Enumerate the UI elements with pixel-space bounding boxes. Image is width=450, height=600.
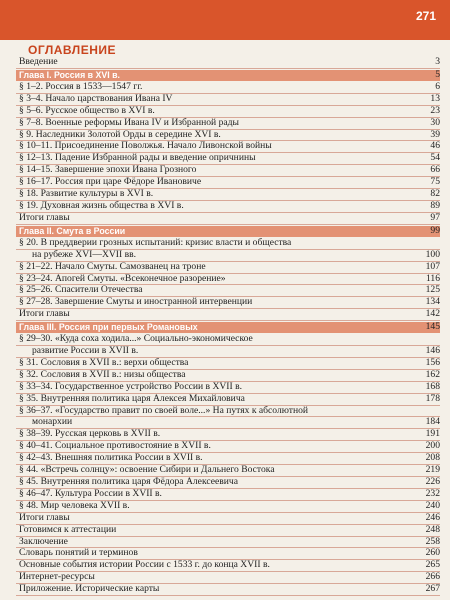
toc-entry — [16, 406, 440, 418]
toc-entry-page: 208 — [425, 452, 440, 464]
toc-entry — [16, 238, 440, 250]
toc-entry-page: 39 — [430, 128, 440, 140]
toc-entry-page: 168 — [425, 380, 440, 392]
toc-entry — [16, 250, 440, 262]
toc-entry-title: § 33–34. Государственное устройство России в XVII в. — [19, 380, 243, 392]
toc-entry-page: 191 — [425, 428, 440, 440]
toc-entry-title: Итоги главы — [19, 511, 70, 523]
toc-entry-page: 267 — [425, 583, 440, 595]
toc-entry-title: § 18. Развитие культуры в XVI в. — [19, 188, 154, 200]
toc-entry-title: Глава I. Россия в XVI в. — [19, 69, 120, 80]
toc-entry-page: 23 — [430, 104, 440, 116]
toc-heading: ОГЛАВЛЕНИЕ — [28, 43, 117, 57]
toc-entry-title: развитие России в XVII в. — [32, 345, 139, 357]
toc-entry-page: 125 — [425, 284, 440, 296]
toc-entry — [16, 297, 440, 309]
toc-entry-title: § 44. «Встречь солнцу»: освоение Сибири и Дальнего Востока — [19, 464, 275, 476]
toc-entry-page: 134 — [425, 296, 440, 308]
toc-entry-title: § 14–15. Завершение эпохи Ивана Грозного — [19, 164, 197, 176]
toc-entry-page: 219 — [425, 464, 440, 476]
toc-entry-title: Введение — [19, 56, 58, 67]
toc-entry-page: 248 — [425, 523, 440, 535]
toc-entry-title: Глава III. Россия при первых Романовых — [19, 322, 198, 333]
toc-entry-page: 266 — [425, 571, 440, 583]
toc-entry-page: 146 — [425, 345, 440, 357]
toc-entry — [16, 118, 440, 130]
toc-entry-page: 178 — [425, 392, 440, 404]
toc-entry-page: 82 — [430, 188, 440, 200]
toc-entry-page: 265 — [425, 559, 440, 571]
page-header-bar — [0, 0, 450, 40]
toc-entry-title: § 40–41. Социальное противостояние в XVII в. — [19, 440, 211, 452]
toc-entry — [16, 201, 440, 213]
toc-entry-title: § 46–47. Культура России в XVII в. — [19, 487, 162, 499]
toc-entry-title: Глава II. Смута в России — [19, 225, 126, 236]
toc-entry-title: Заключение — [19, 535, 68, 547]
toc-entry-title: § 27–28. Завершение Смуты и иностранной интервенции — [19, 296, 253, 308]
toc-entry-page: 89 — [430, 199, 440, 211]
toc-entry-page: 6 — [435, 80, 440, 92]
toc-entry — [16, 513, 440, 525]
toc-entry-page: 156 — [425, 356, 440, 368]
toc-entry-page: 46 — [430, 140, 440, 152]
page-number: 271 — [415, 9, 436, 23]
toc-entry-page: 107 — [425, 260, 440, 272]
toc-entry-title: Приложение. Исторические карты — [19, 583, 160, 595]
toc-entry-title: Итоги главы — [19, 308, 70, 320]
toc-entry-page: 13 — [430, 92, 440, 104]
toc-entry — [16, 57, 440, 69]
toc-entry — [16, 94, 440, 106]
toc-entry — [16, 394, 440, 406]
toc-entry-title: § 32. Сословия в XVII в.: низы общества — [19, 368, 186, 380]
toc-chapter-row — [16, 226, 440, 237]
toc-entry — [16, 525, 440, 537]
toc-entry-page: 66 — [430, 164, 440, 176]
toc-entry-page: 162 — [425, 368, 440, 380]
toc-entry-page: 5 — [435, 69, 440, 80]
toc-entry-title: § 23–24. Апогей Смуты. «Всеконечное разорение» — [19, 272, 226, 284]
toc-entry-page: 260 — [425, 547, 440, 559]
toc-entry-title: § 3–4. Начало царствования Ивана IV — [19, 92, 173, 104]
toc-entry-title: § 20. В преддверии грозных испытаний: кризис власти и общества — [19, 236, 292, 248]
toc-entry-page: 200 — [425, 440, 440, 452]
toc-entry-title: § 38–39. Русская церковь в XVII в. — [19, 428, 161, 440]
toc-entry-title: § 5–6. Русское общество в XVI в. — [19, 104, 155, 116]
toc-entry — [16, 501, 440, 513]
toc-entry-page: 54 — [430, 152, 440, 164]
toc-chapter-row — [16, 322, 440, 333]
toc-entry-title: монархии — [32, 416, 73, 428]
toc-entry-page: 116 — [425, 272, 440, 284]
toc-entry-page: 184 — [425, 416, 440, 428]
toc-chapter-row — [16, 70, 440, 81]
toc-entry-title: Интернет-ресурсы — [19, 571, 95, 583]
toc-entry-page: 100 — [425, 248, 440, 260]
toc-entry — [16, 262, 440, 274]
toc-entry — [16, 213, 440, 225]
toc-entry-title: Словарь понятий и терминов — [19, 547, 138, 559]
toc-entry — [16, 309, 440, 321]
toc-entry-page: 97 — [430, 211, 440, 223]
toc-entry-page: 142 — [425, 308, 440, 320]
toc-entry — [16, 382, 440, 394]
toc-entry-title: § 10–11. Присоединение Поволжья. Начало Ливонской войны — [19, 140, 272, 152]
toc-entry-title: § 21–22. Начало Смуты. Самозванец на троне — [19, 260, 206, 272]
toc-entry-title: на рубеже XVI—XVII вв. — [32, 248, 137, 260]
toc-entry — [16, 106, 440, 118]
toc-entry-title: Готовимся к аттестации — [19, 523, 117, 535]
toc-entry-title: Основные события истории России с 1533 г. до конца XVII в. — [19, 559, 270, 571]
toc-entry-page: 232 — [425, 487, 440, 499]
toc-entry-title: § 31. Сословия в XVII в.: верхи общества — [19, 356, 189, 368]
toc-entry-title: § 29–30. «Куда соха ходила...» Социально-экономическое — [19, 333, 253, 345]
toc-entry-title: § 48. Мир человека XVII в. — [19, 499, 130, 511]
toc-entry-title: § 19. Духовная жизнь общества в XVI в. — [19, 199, 184, 211]
toc-entry-page: 246 — [425, 511, 440, 523]
toc-entry-title: § 7–8. Военные реформы Ивана IV и Избранной рады — [19, 116, 239, 128]
toc-entry-title: § 42–43. Внешняя политика России в XVII в. — [19, 452, 203, 464]
toc-entry-title: § 25–26. Спасители Отечества — [19, 284, 143, 296]
toc-entry-title: § 12–13. Падение Избранной рады и введение опричнины — [19, 152, 256, 164]
toc-entry-page: 30 — [430, 116, 440, 128]
toc-entry-title: Итоги главы — [19, 211, 70, 223]
toc-entry-title: § 35. Внутренняя политика царя Алексея Михайловича — [19, 392, 245, 404]
toc-entry-page: 99 — [430, 224, 440, 236]
toc-entry-page: 75 — [430, 176, 440, 188]
toc-entry-page: 258 — [425, 535, 440, 547]
toc-entry — [16, 370, 440, 382]
toc-entry-page: 226 — [425, 476, 440, 487]
table-of-contents — [16, 57, 440, 596]
toc-entry-page: 240 — [425, 499, 440, 511]
toc-entry-title: § 9. Наследники Золотой Орды в середине XVI в. — [19, 128, 221, 140]
toc-entry-page: 3 — [435, 56, 440, 67]
toc-entry-title: § 16–17. Россия при царе Фёдоре Ивановиче — [19, 176, 202, 188]
toc-entry-page: 145 — [425, 321, 440, 333]
toc-entry — [16, 584, 440, 596]
toc-entry-title: § 1–2. Россия в 1533—1547 гг. — [19, 80, 143, 92]
toc-entry-title: § 36–37. «Государство правит по своей воле...» На путях к абсолютной — [19, 404, 309, 416]
toc-entry-title: § 45. Внутренняя политика царя Фёдора Алексеевича — [19, 476, 239, 487]
